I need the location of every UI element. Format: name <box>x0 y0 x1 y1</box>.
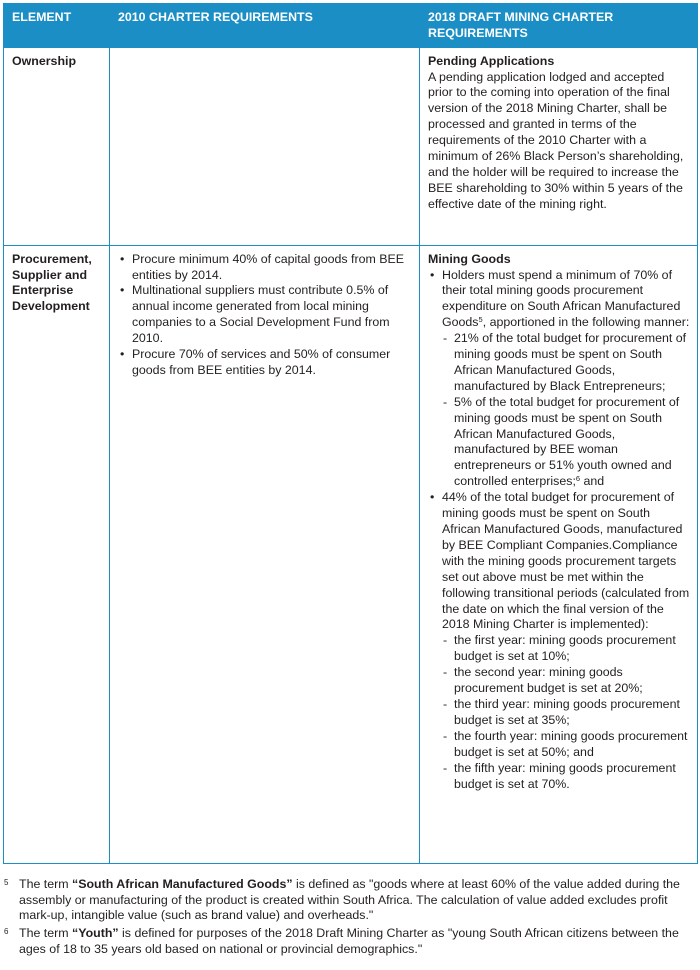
list-item: - the fifth year: mining goods procurement budget is set at 70%. <box>442 761 690 793</box>
list-2018-mining-goods <box>428 268 690 793</box>
cell-2010-procurement <box>110 245 420 863</box>
list-2010-procurement <box>118 252 412 379</box>
list-item-text: Holders must spend a minimum of 70% of their total mining goods procurement expenditure on South African Manufactured Goods <box>442 267 681 330</box>
list-item: • Multinational suppliers must contribute 0.5% of annual income generated from local mining companies to a Social Development Fund from 2010. <box>118 283 412 347</box>
transitional-periods-list <box>442 633 690 792</box>
header-element: ELEMENT <box>4 4 110 48</box>
cell-2010-ownership <box>110 47 420 245</box>
footnote-ref-5: 5 <box>478 315 483 325</box>
list-item: - the fourth year: mining goods procurement budget is set at 50%; and <box>442 729 690 761</box>
footnote-text: is defined as "goods where at least 60% of the value added during the assembly or manufacturing of the product is created within South Africa. The calculation of value added excludes profit mark-up, intangible value (such as brand value) and overheads." <box>19 877 680 923</box>
list-item-text: 5% of the total budget for procurement of mining goods must be spent on South African Manufactured Goods, manufactured by BEE woman entrepreneurs or 51% youth owned and controlled enterprises; <box>454 394 680 489</box>
pending-applications-text: A pending application lodged and accepted prior to the coming into operation of the final version of the 2018 Mining Charter, shall be processed and granted in terms of the requirements of the 2010 Charter with a minimum of 26% Black Person’s shareholding, and the holder will be required to increase the BEE shareholding to 30% within 5 years of the effective date of the mining right. <box>428 69 684 211</box>
list-item: - the third year: mining goods procurement budget is set at 35%; <box>442 697 690 729</box>
list-item <box>442 395 690 490</box>
cell-2018-ownership <box>420 47 698 245</box>
list-item <box>428 490 690 792</box>
list-item <box>428 268 690 491</box>
list-item-text-tail: and <box>580 474 605 489</box>
list-item: - the second year: mining goods procurement budget is set at 20%; <box>442 665 690 697</box>
cell-2018-procurement <box>420 245 698 863</box>
table-row <box>4 47 698 245</box>
element-procurement: Procurement, Supplier and Enterprise Development <box>4 245 110 863</box>
list-item: • Procure 70% of services and 50% of consumer goods from BEE entities by 2014. <box>118 347 412 379</box>
pending-applications-heading: Pending Applications <box>428 53 555 68</box>
footnote-pre: The term <box>19 877 73 891</box>
element-ownership: Ownership <box>4 47 110 245</box>
apportion-sublist <box>442 331 690 490</box>
footnote-term: “Youth” <box>72 926 119 940</box>
table-row <box>4 245 698 863</box>
list-item: - 21% of the total budget for procurement of mining goods must be spent on South African Manufactured Goods, manufactured by Black Entrepreneurs; <box>442 331 690 395</box>
footnote-text: is defined for purposes of the 2018 Draft Mining Charter as "young South African citizens between the ages of 18 to 35 years old based on national or provincial demographics." <box>19 926 679 956</box>
charter-comparison-table <box>3 3 698 864</box>
list-item-text: 44% of the total budget for procurement of mining goods must be spent on South African Manufactured Goods, manufactured by BEE Compliant Companies.Compliance with the mining goods procurement targets set out above must be met within the following transitional periods (calculated from the date on which the final version of the 2018 Mining Charter is implemented): <box>442 490 690 632</box>
header-2018-requirements: 2018 DRAFT MINING CHARTER REQUIREMENTS <box>420 4 698 48</box>
list-item: - the first year: mining goods procurement budget is set at 10%; <box>442 633 690 665</box>
footnote-6 <box>4 926 696 957</box>
table-header-row <box>4 4 698 48</box>
mining-goods-heading: Mining Goods <box>428 251 511 266</box>
footnote-term: “South African Manufactured Goods” <box>72 877 293 891</box>
footnote-ref-6: 6 <box>575 474 581 484</box>
list-item-text-tail: , apportioned in the following manner: <box>482 315 690 330</box>
header-2010-requirements: 2010 CHARTER REQUIREMENTS <box>110 4 420 48</box>
footnote-number: 6 <box>4 927 9 936</box>
list-item: • Procure minimum 40% of capital goods from BEE entities by 2014. <box>118 252 412 284</box>
footnote-5 <box>4 877 696 924</box>
footnote-number: 5 <box>4 878 9 887</box>
footnote-pre: The term <box>19 926 73 940</box>
